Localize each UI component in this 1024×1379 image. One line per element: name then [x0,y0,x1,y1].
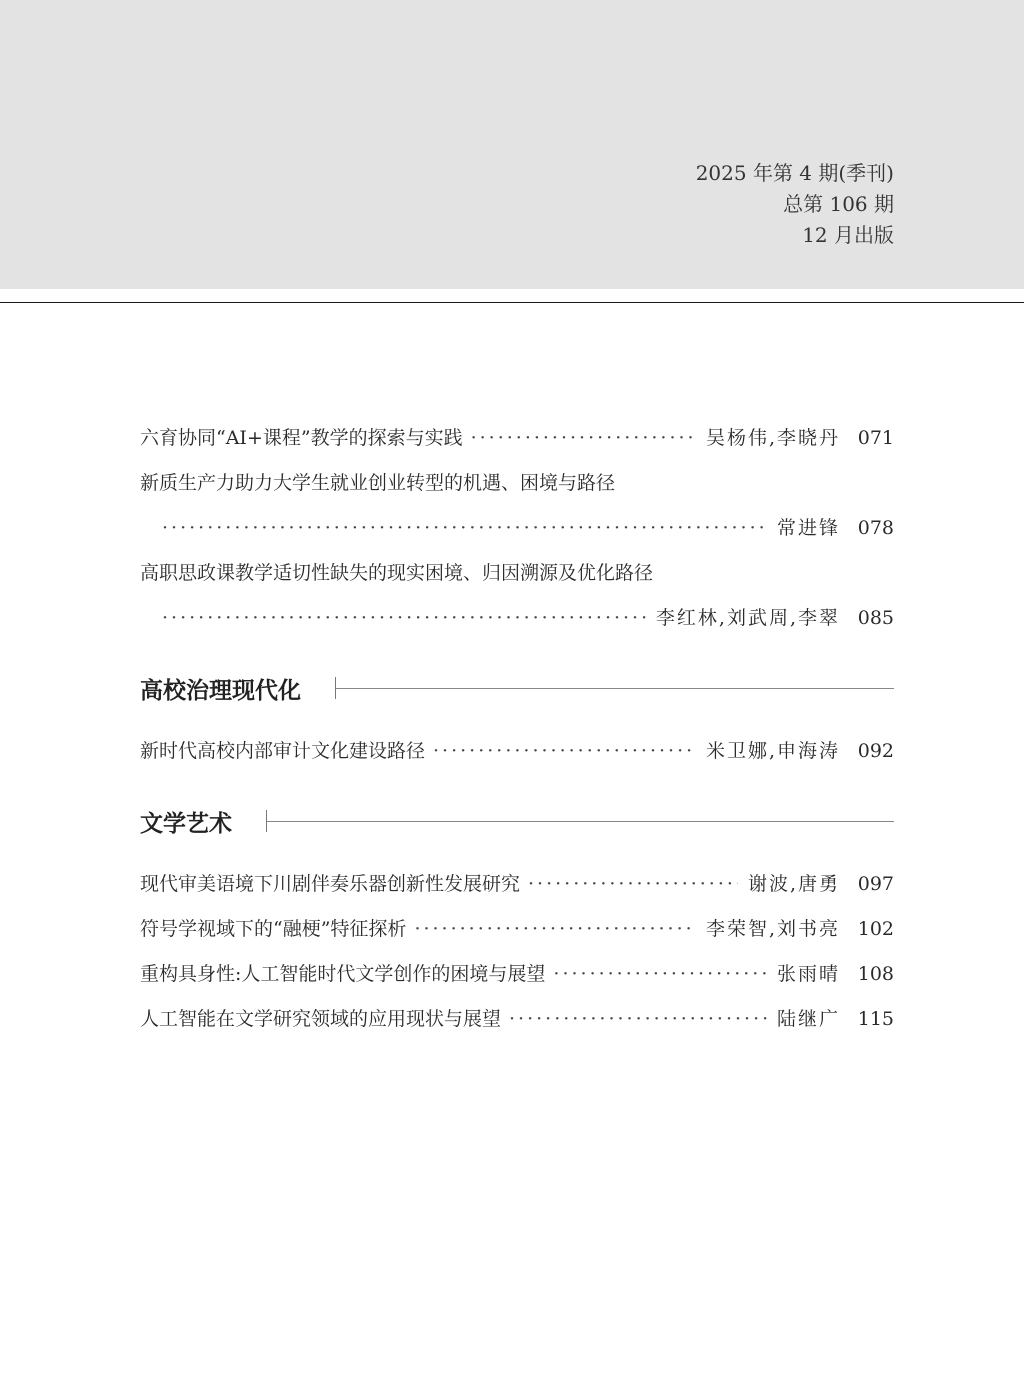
entry-author: 谢波,唐勇 [747,873,840,895]
entry-page: 097 [857,873,894,895]
toc-entry[interactable] [140,959,894,1004]
section-title: 文学艺术 [140,810,232,837]
entry-page: 071 [857,427,894,449]
dot-leader [414,918,696,940]
entry-title: 人工智能在文学研究领域的应用现状与展望 [140,1008,502,1030]
entry-title: 重构具身性:人工智能时代文学创作的困境与展望 [140,963,546,985]
toc-entry[interactable] [140,869,894,914]
toc-entry[interactable] [140,513,894,558]
dot-leader [509,1008,767,1030]
issue-total: 总第 106 期 [783,192,894,216]
section-rule [336,688,894,689]
issue-number: 2025 年第 4 期(季刊) [695,161,894,185]
entry-author: 张雨晴 [776,963,840,985]
entry-page: 092 [857,740,894,762]
entry-author: 吴杨伟,李晓丹 [705,427,840,449]
entry-title[interactable]: 高职思政课教学适切性缺失的现实困境、归因溯源及优化路径 [140,562,654,584]
entry-author: 李红林,刘武周,李翠 [655,607,840,629]
toc-entry[interactable] [140,914,894,959]
dot-leader [162,607,646,629]
entry-title[interactable]: 新质生产力助力大学生就业创业转型的机遇、困境与路径 [140,472,616,494]
entry-title: 六育协同“AI+课程”教学的探索与实践 [140,427,463,449]
dot-leader [162,517,767,539]
entry-page: 102 [857,918,894,940]
toc-entry[interactable] [140,736,894,781]
issue-info [696,158,894,251]
issue-month: 12 月出版 [802,223,894,247]
toc-entry[interactable] [140,423,894,468]
dot-leader [433,740,696,762]
entry-title: 现代审美语境下川剧伴奏乐器创新性发展研究 [140,873,521,895]
toc-entry[interactable] [140,603,894,648]
section-header [140,793,894,849]
entry-author: 李荣智,刘书亮 [705,918,840,940]
dot-leader [528,873,738,895]
entry-page: 078 [857,517,894,539]
entry-author: 常进锋 [776,517,840,539]
section-rule [267,821,894,822]
section-header [140,660,894,716]
section-title: 高校治理现代化 [140,677,301,704]
entry-author: 陆继广 [776,1008,840,1030]
table-of-contents [140,423,894,1049]
entry-title: 符号学视域下的“融梗”特征探析 [140,918,407,940]
header-divider [0,302,1024,303]
toc-entry[interactable] [140,1004,894,1049]
entry-page: 085 [857,607,894,629]
entry-title: 新时代高校内部审计文化建设路径 [140,740,426,762]
dot-leader [471,427,696,449]
dot-leader [553,963,767,985]
entry-author: 米卫娜,申海涛 [705,740,840,762]
entry-page: 108 [857,963,894,985]
entry-page: 115 [857,1008,894,1030]
